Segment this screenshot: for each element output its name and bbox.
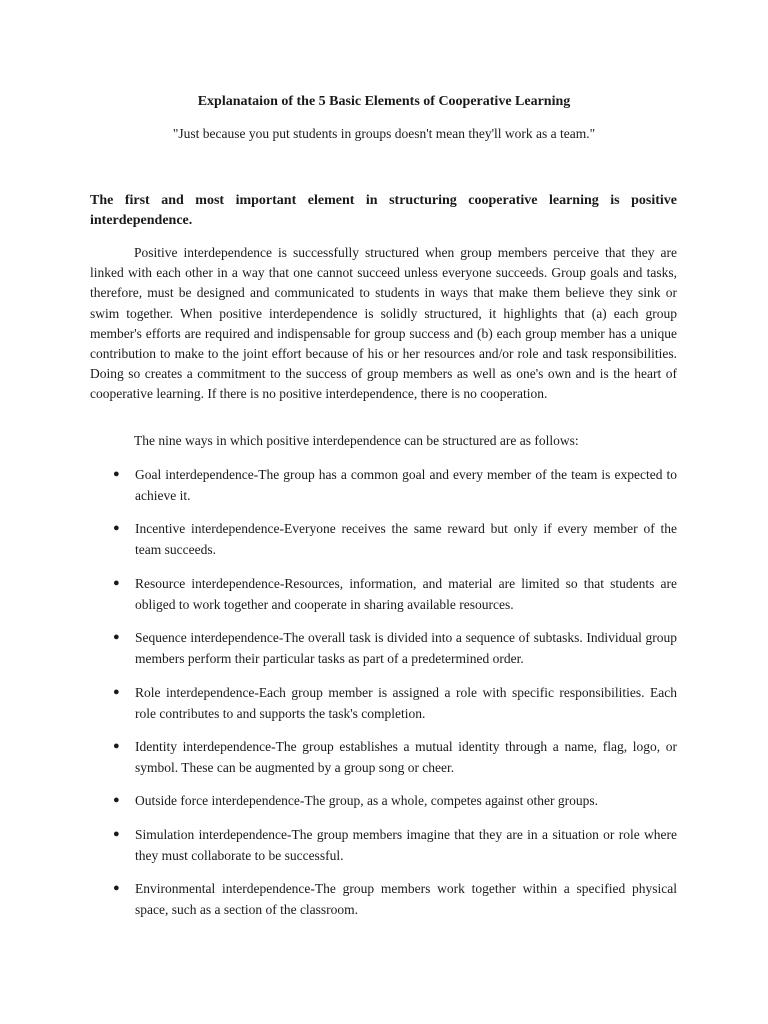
list-item-text: Role interdependence-Each group member is assigned a role with specific responsibilities. Each role contributes to and supports the task's completion. (135, 684, 677, 721)
list-item-text: Goal interdependence-The group has a common goal and every member of the team is expected to achieve it. (135, 467, 677, 503)
list-intro: The nine ways in which positive interdependence can be structured are as follows: (134, 433, 579, 448)
section-heading: The first and most important element in structuring cooperative learning is positive interdependence. (90, 193, 677, 228)
bullet-icon: ● (113, 827, 120, 840)
list-item-text: Sequence interdependence-The overall task is divided into a sequence of subtasks. Individual group members perform their particular tasks as part of a predetermined order. (135, 630, 677, 667)
list-item (110, 464, 677, 506)
interdependence-list (110, 464, 677, 933)
list-item-text: Simulation interdependence-The group members imagine that they are in a situation or role where they must collaborate to be successful. (135, 826, 677, 863)
list-item (110, 627, 677, 669)
list-item-text: Incentive interdependence-Everyone receives the same reward but only if every member of the team succeeds. (135, 521, 677, 558)
list-item-text: Environmental interdependence-The group members work together within a specified physical space, such as a section of the classroom. (135, 881, 677, 918)
bullet-icon: ● (113, 631, 120, 644)
body-paragraph: Positive interdependence is successfully structured when group members perceive that they are linked with each other in a way that one cannot succeed unless everyone succeeds. Group goals and tasks, therefore, must be designed and communicated to students in ways that make them believe they sink or swim together. When positive interdependence is solidly structured, it highlights that (a) each group member's efforts are required and indispensable for group success and (b) each group member has a unique contribution to make to the joint effort because of his or her resources and/or role and task responsibilities. Doing so creates a commitment to the success of group members as well as one's own and is the heart of cooperative learning. If there is no positive interdependence, there is no cooperation. (90, 245, 677, 402)
list-item (110, 878, 677, 920)
list-item-text: Resource interdependence-Resources, information, and material are limited so that students are obliged to work together and cooperate in sharing available resources. (135, 575, 677, 612)
document-quote: "Just because you put students in groups doesn't mean they'll work as a team." (172, 126, 596, 141)
list-item-text: Identity interdependence-The group establishes a mutual identity through a name, flag, logo, or symbol. These can be augmented by a group song or cheer. (135, 738, 677, 775)
bullet-icon: ● (113, 882, 120, 895)
bullet-icon: ● (113, 576, 120, 589)
document-title: Explanataion of the 5 Basic Elements of Cooperative Learning (197, 94, 571, 109)
bullet-icon: ● (113, 685, 120, 698)
list-item (110, 736, 677, 778)
list-item (110, 682, 677, 724)
list-item (110, 573, 677, 615)
list-item (110, 790, 677, 811)
list-item (110, 518, 677, 560)
bullet-icon: ● (113, 522, 120, 535)
list-item-text: Outside force interdependence-The group, as a whole, competes against other groups. (135, 793, 598, 809)
bullet-icon: ● (113, 739, 120, 752)
bullet-icon: ● (113, 794, 120, 807)
list-item (110, 824, 677, 866)
bullet-icon: ● (113, 468, 120, 480)
